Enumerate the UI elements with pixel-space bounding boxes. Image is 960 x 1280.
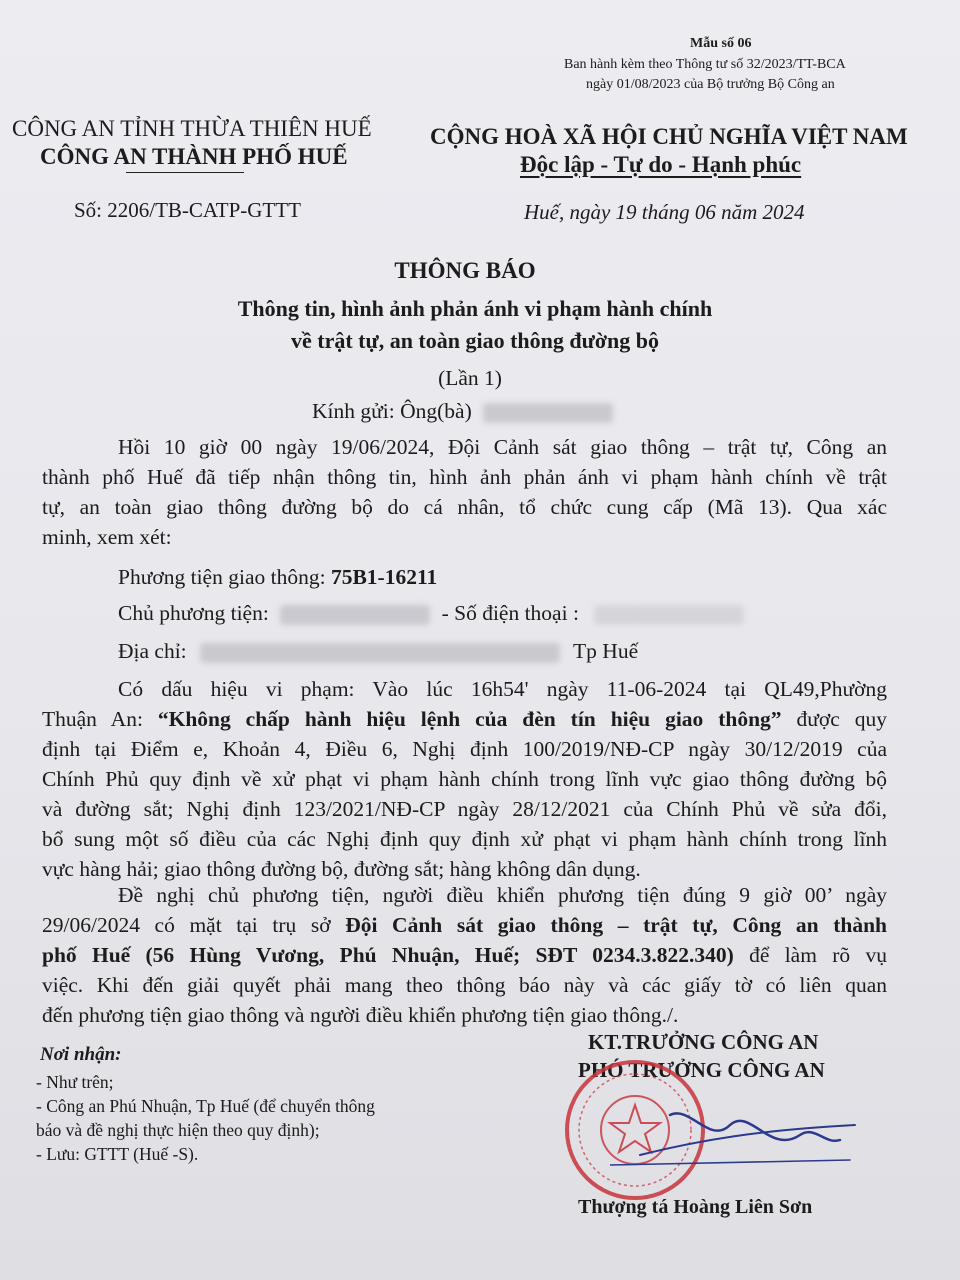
recipient-item: - Lưu: GTTT (Huế -S). (36, 1144, 199, 1164)
recipient-item: - Như trên; (36, 1072, 114, 1092)
redacted-address (200, 643, 560, 663)
request-date: 29/06/2024 có mặt tại trụ sở (42, 913, 346, 937)
intro-line: minh, xem xét: (42, 525, 172, 549)
recipient-item: - Công an Phú Nhuận, Tp Huế (để chuyển thông (36, 1096, 375, 1116)
address-city: Tp Huế (573, 639, 639, 663)
intro-line: tự, an toàn giao thông đường bộ do cá nhân, tổ chức cung cấp (Mã 13). Qua xác (42, 495, 887, 519)
request-line: Đề nghị chủ phương tiện, người điều khiển phương tiện đúng 9 giờ 00’ ngày (118, 883, 887, 907)
violation-paragraph (42, 674, 887, 884)
request-line: việc. Khi đến giải quyết phải mang theo thông báo này và các giấy tờ có liên quan (42, 973, 887, 997)
recipient-item: báo và đề nghị thực hiện theo quy định); (36, 1120, 320, 1140)
request-line: đến phương tiện giao thông và người điều khiển phương tiện giao thông./. (42, 1003, 679, 1027)
vehicle-label: Phương tiện giao thông: (118, 565, 331, 589)
violation-line-2 (42, 704, 887, 734)
owner-label: Chủ phương tiện: (118, 601, 269, 625)
form-issued-with: Ban hành kèm theo Thông tư số 32/2023/TT-BCA (564, 57, 846, 72)
violation-line: Chính Phủ quy định về xử phạt vi phạm hành chính trong lĩnh vực giao thông đường bộ (42, 767, 887, 791)
handwritten-signature-icon (610, 1085, 860, 1195)
agency-parent: CÔNG AN TỈNH THỪA THIÊN HUẾ (12, 116, 372, 141)
document-subtitle-line1: Thông tin, hình ảnh phản ánh vi phạm hành chính (237, 296, 713, 321)
agency-name: CÔNG AN THÀNH PHỐ HUẾ (40, 144, 348, 169)
attempt-number: (Lần 1) (438, 366, 502, 390)
recipients-heading: Nơi nhận: (40, 1044, 122, 1065)
violation-line: định tại Điểm e, Khoản 4, Điều 6, Nghị định 100/2019/NĐ-CP ngày 30/12/2019 của (42, 737, 887, 761)
owner-line (118, 598, 744, 628)
violation-location-end: Thuận An: (42, 707, 158, 731)
form-number: Mẫu số 06 (690, 36, 752, 51)
signature-title-1: KT.TRƯỞNG CÔNG AN (588, 1030, 819, 1054)
request-paragraph (42, 880, 887, 1030)
recipient-label: Kính gửi: Ông(bà) (312, 399, 472, 423)
phone-label: - Số điện thoại : (441, 601, 579, 625)
document-number: Số: 2206/TB-CATP-GTTT (74, 198, 301, 222)
nation-motto: Độc lập - Tự do - Hạnh phúc (520, 152, 802, 177)
request-office-address: phố Huế (56 Hùng Vương, Phú Nhuận, Huế; SĐT 0234.3.822.340) (42, 943, 734, 967)
violation-line: bổ sung một số điều của các Nghị định quy định xử phạt vi phạm hành chính trong lĩnh (42, 827, 887, 851)
form-issued-date: ngày 01/08/2023 của Bộ trưởng Bộ Công an (586, 77, 835, 92)
vehicle-line (118, 562, 437, 592)
agency-underline (126, 172, 244, 173)
request-line-3 (42, 940, 887, 970)
violation-line: Có dấu hiệu vi phạm: Vào lúc 16h54' ngày 11-06-2024 tại QL49,Phường (118, 677, 887, 701)
address-label: Địa chỉ: (118, 639, 187, 663)
intro-paragraph (42, 432, 887, 552)
address-line (118, 636, 638, 666)
violation-description: “Không chấp hành hiệu lệnh của đèn tín hiệu giao thông” (157, 707, 782, 731)
recipient-line (312, 396, 613, 426)
document-subtitle-line2: về trật tự, an toàn giao thông đường bộ (290, 328, 659, 353)
signature-title-2: PHÓ TRƯỞNG CÔNG AN (578, 1058, 825, 1082)
request-office: Đội Cảnh sát giao thông – trật tự, Công an thành (345, 913, 887, 937)
violation-line: vực hàng hải; giao thông đường bộ, đường sắt; hàng không dân dụng. (42, 857, 641, 881)
redacted-phone (594, 605, 744, 625)
intro-line: thành phố Huế đã tiếp nhận thông tin, hình ảnh phản ánh vi phạm hành chính về trật (42, 465, 887, 489)
violation-line: và đường sắt; Nghị định 123/2021/NĐ-CP ngày 28/12/2021 của Chính Phủ về sửa đổi, (42, 797, 887, 821)
nation-name: CỘNG HOÀ XÃ HỘI CHỦ NGHĨA VIỆT NAM (430, 124, 908, 149)
vehicle-plate: 75B1-16211 (330, 565, 438, 589)
document-title: THÔNG BÁO (394, 258, 536, 283)
request-line-2 (42, 910, 887, 940)
redacted-recipient-name (483, 403, 613, 423)
redacted-owner-name (280, 605, 430, 625)
violation-line-2-end: được quy (781, 707, 887, 731)
intro-line: Hồi 10 giờ 00 ngày 19/06/2024, Đội Cảnh sát giao thông – trật tự, Công an (118, 435, 887, 459)
place-date: Huế, ngày 19 tháng 06 năm 2024 (524, 200, 805, 224)
signer-name: Thượng tá Hoàng Liên Sơn (578, 1196, 813, 1218)
request-line-3-end: để làm rõ vụ (733, 943, 887, 967)
